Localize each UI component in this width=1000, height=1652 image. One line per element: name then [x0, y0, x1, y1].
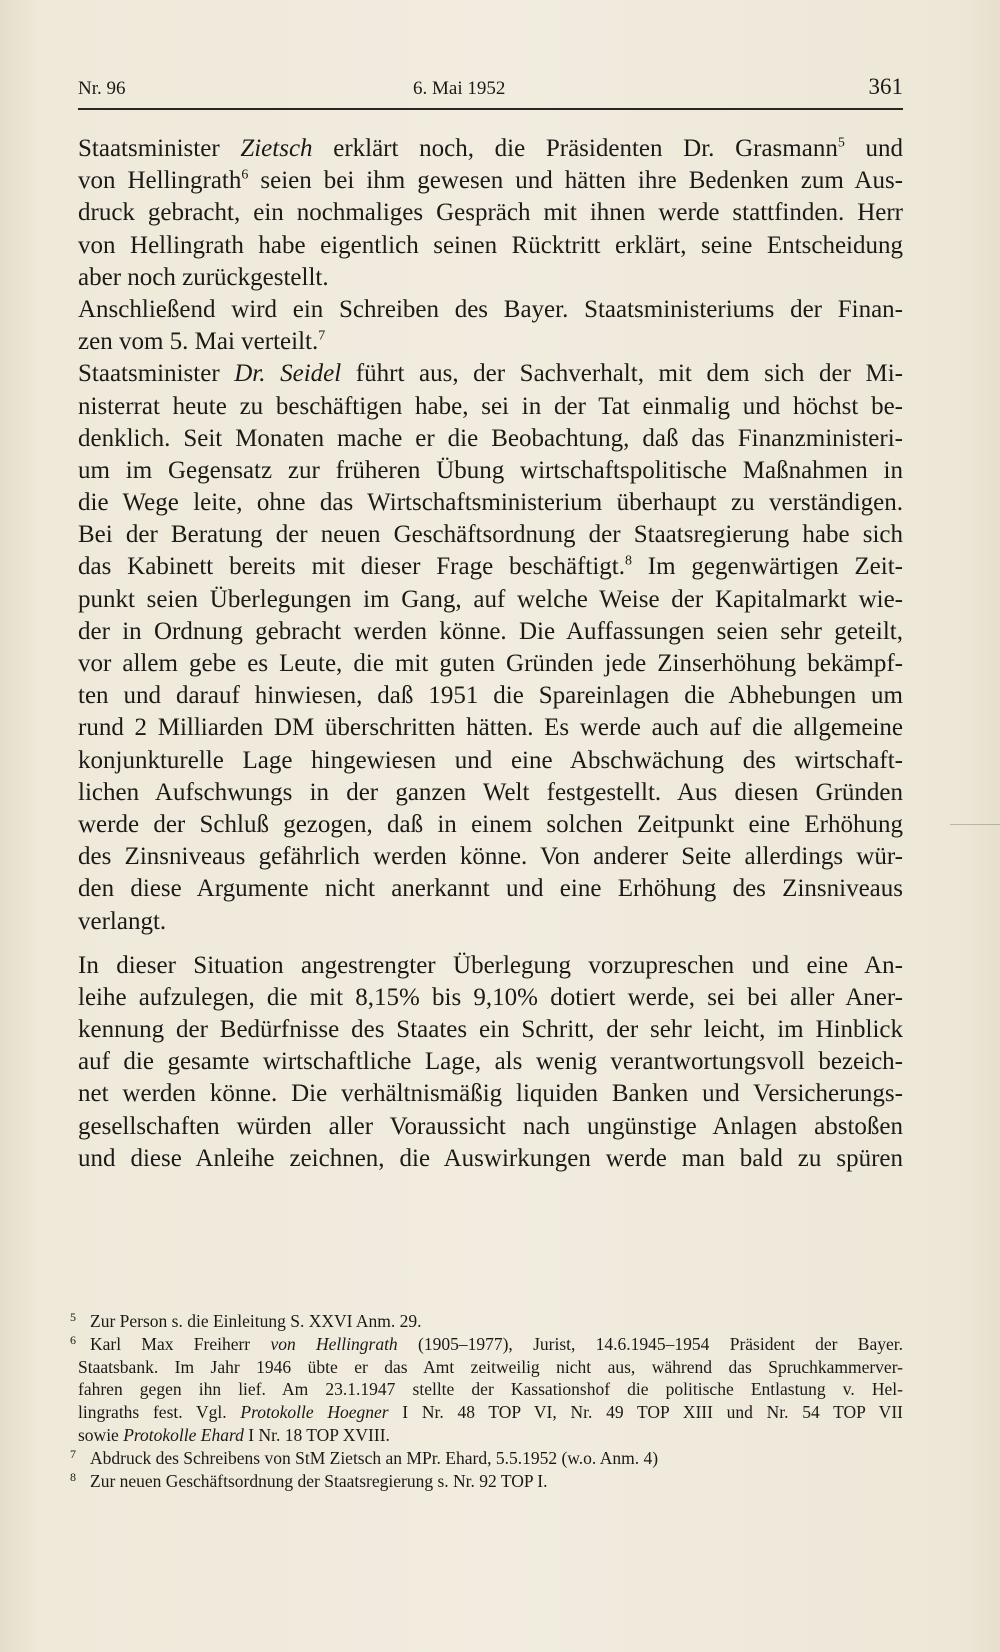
footnote-reference: 5: [837, 135, 845, 151]
footnotes: [70, 1310, 903, 1492]
text-line: den diese Argumente nicht anerkannt und eine Erhöhung des Zinsniveaus: [78, 875, 903, 903]
footnote: [70, 1332, 903, 1447]
footnote: [70, 1446, 903, 1470]
italic-text: Zietsch: [240, 135, 313, 162]
paragraph: [78, 358, 903, 937]
text-line: um im Gegensatz zur früheren Übung wirtschaftspolitische Maßnahmen in: [78, 456, 903, 484]
footnote-line: Karl Max Freiherr von Hellingrath (1905–1977), Jurist, 14.6.1945–1954 Präsident der Bayer.: [90, 1333, 903, 1354]
footnote-line: fahren gegen ihn lief. Am 23.1.1947 stellte der Kassationshof die politische Entlastung v. Hel-: [78, 1379, 903, 1400]
text-line: kennung der Bedürfnisse des Staates ein Schritt, der sehr leicht, im Hinblick: [78, 1016, 903, 1044]
footnote-reference: 7: [318, 328, 326, 344]
text-line: nisterrat heute zu beschäftigen habe, sei in der Tat einmalig und höchst be-: [78, 392, 903, 420]
text-line: Bei der Beratung der neuen Geschäftsordnung der Staatsregierung habe sich: [78, 521, 903, 549]
footnote-line: sowie Protokolle Ehard I Nr. 18 TOP XVIII.: [78, 1424, 390, 1445]
footnote-line: Zur Person s. die Einleitung S. XXVI Anm. 29.: [90, 1311, 422, 1331]
footnote-reference: 6: [241, 167, 249, 183]
text-line: punkt seien Überlegungen im Gang, auf welche Weise der Kapitalmarkt wie-: [78, 585, 903, 613]
text-line: In dieser Situation angestrengter Überlegung vorzupreschen und eine An-: [78, 951, 903, 979]
text-line: leihe aufzulegen, die mit 8,15% bis 9,10% dotiert werde, sei bei aller Aner-: [78, 983, 903, 1011]
text-line: zen vom 5. Mai verteilt.$^7$: [78, 328, 326, 356]
text-line: die Wege leite, ohne das Wirtschaftsministerium überhaupt zu verständigen.: [78, 489, 903, 517]
paragraph: [78, 294, 903, 358]
header-rule: [78, 108, 903, 110]
footnote-reference: 8: [624, 554, 632, 570]
text-line: und diese Anleihe zeichnen, die Auswirkungen werde man bald zu spüren: [78, 1144, 903, 1172]
text-line: werde der Schluß gezogen, daß in einem solchen Zeitpunkt eine Erhöhung: [78, 810, 903, 838]
text-line: das Kabinett bereits mit dieser Frage beschäftigt.$^8$ Im gegenwärtigen Zeit-: [78, 553, 903, 581]
italic-text: Protokolle Ehard: [123, 1424, 244, 1445]
text-line: gesellschaften würden aller Voraussicht nach ungünstige Anlagen abstoßen: [78, 1112, 903, 1140]
footnote-line: lingraths fest. Vgl. Protokolle Hoegner I Nr. 48 TOP VI, Nr. 49 TOP XIII und Nr. 54 TOP VII: [78, 1402, 903, 1423]
footnote-number: 5: [70, 1310, 76, 1324]
footnote: [70, 1310, 903, 1333]
paragraph: [78, 133, 903, 294]
text-line: konjunkturelle Lage hingewiesen und eine Abschwächung des wirtschaft-: [78, 746, 903, 774]
document-number: Nr. 96: [78, 78, 126, 99]
footnote-number: 8: [70, 1469, 76, 1484]
text-line: von Hellingrath$^6$ seien bei ihm gewesen und hätten ihre Bedenken zum Aus-: [78, 167, 904, 195]
text-line: Staatsminister Zietsch erklärt noch, die Präsidenten Dr. Grasmann$^5$ und: [78, 135, 903, 162]
italic-text: von Hellingrath: [270, 1333, 398, 1354]
footnote-number: 7: [70, 1446, 76, 1461]
text-line: aber noch zurückgestellt.: [78, 263, 329, 291]
document-date: 6. Mai 1952: [413, 78, 506, 99]
text-line: druck gebracht, ein nochmaliges Gespräch mit ihnen werde stattfinden. Herr: [78, 199, 903, 227]
footnote-line: Abdruck des Schreibens von StM Zietsch an MPr. Ehard, 5.5.1952 (w.o. Anm. 4): [90, 1447, 659, 1468]
main-text: [78, 133, 903, 1175]
text-line: Anschließend wird ein Schreiben des Bayer. Staatsministeriums der Finan-: [78, 295, 903, 323]
text-line: des Zinsniveaus gefährlich werden könne. Von anderer Seite allerdings wür-: [78, 843, 903, 871]
text-line: rund 2 Milliarden DM überschritten hätten. Es werde auch auf die allgemeine: [78, 714, 903, 742]
margin-mark: [950, 824, 1000, 825]
text-line: von Hellingrath habe eigentlich seinen Rücktritt erklärt, seine Entscheidung: [78, 231, 903, 259]
text-line: auf die gesamte wirtschaftliche Lage, als wenig verantwortungsvoll bezeich-: [78, 1048, 903, 1076]
text-line: lichen Aufschwungs in der ganzen Welt festgestellt. Aus diesen Gründen: [78, 778, 903, 806]
text-line: net werden könne. Die verhältnismäßig liquiden Banken und Versicherungs-: [78, 1080, 903, 1108]
paragraph: [78, 950, 903, 1175]
text-line: Staatsminister Dr. Seidel führt aus, der Sachverhalt, mit dem sich der Mi-: [78, 360, 903, 388]
running-header: [78, 74, 903, 108]
text-line: vor allem gebe es Leute, die mit guten Gründen jede Zinserhöhung bekämpf-: [78, 650, 903, 677]
footnote-line: Staatsbank. Im Jahr 1946 übte er das Amt zeitweilig nicht aus, während das Spruchkammerver-: [78, 1356, 903, 1377]
italic-text: Protokolle Hoegner: [240, 1402, 389, 1423]
text-line: der in Ordnung gebracht werden könne. Die Auffassungen seien sehr geteilt,: [78, 617, 903, 645]
footnote-line: Zur neuen Geschäftsordnung der Staatsregierung s. Nr. 92 TOP I.: [90, 1470, 548, 1491]
footnote: [70, 1469, 903, 1493]
footnote-number: 6: [70, 1332, 76, 1347]
italic-text: Dr. Seidel: [234, 360, 342, 388]
text-line: denklich. Seit Monaten mache er die Beobachtung, daß das Finanzministeri-: [78, 424, 903, 452]
page-number: 361: [868, 74, 903, 99]
text-line: ten und darauf hinwiesen, daß 1951 die Spareinlagen die Abhebungen um: [78, 682, 903, 710]
text-line: verlangt.: [78, 907, 167, 935]
